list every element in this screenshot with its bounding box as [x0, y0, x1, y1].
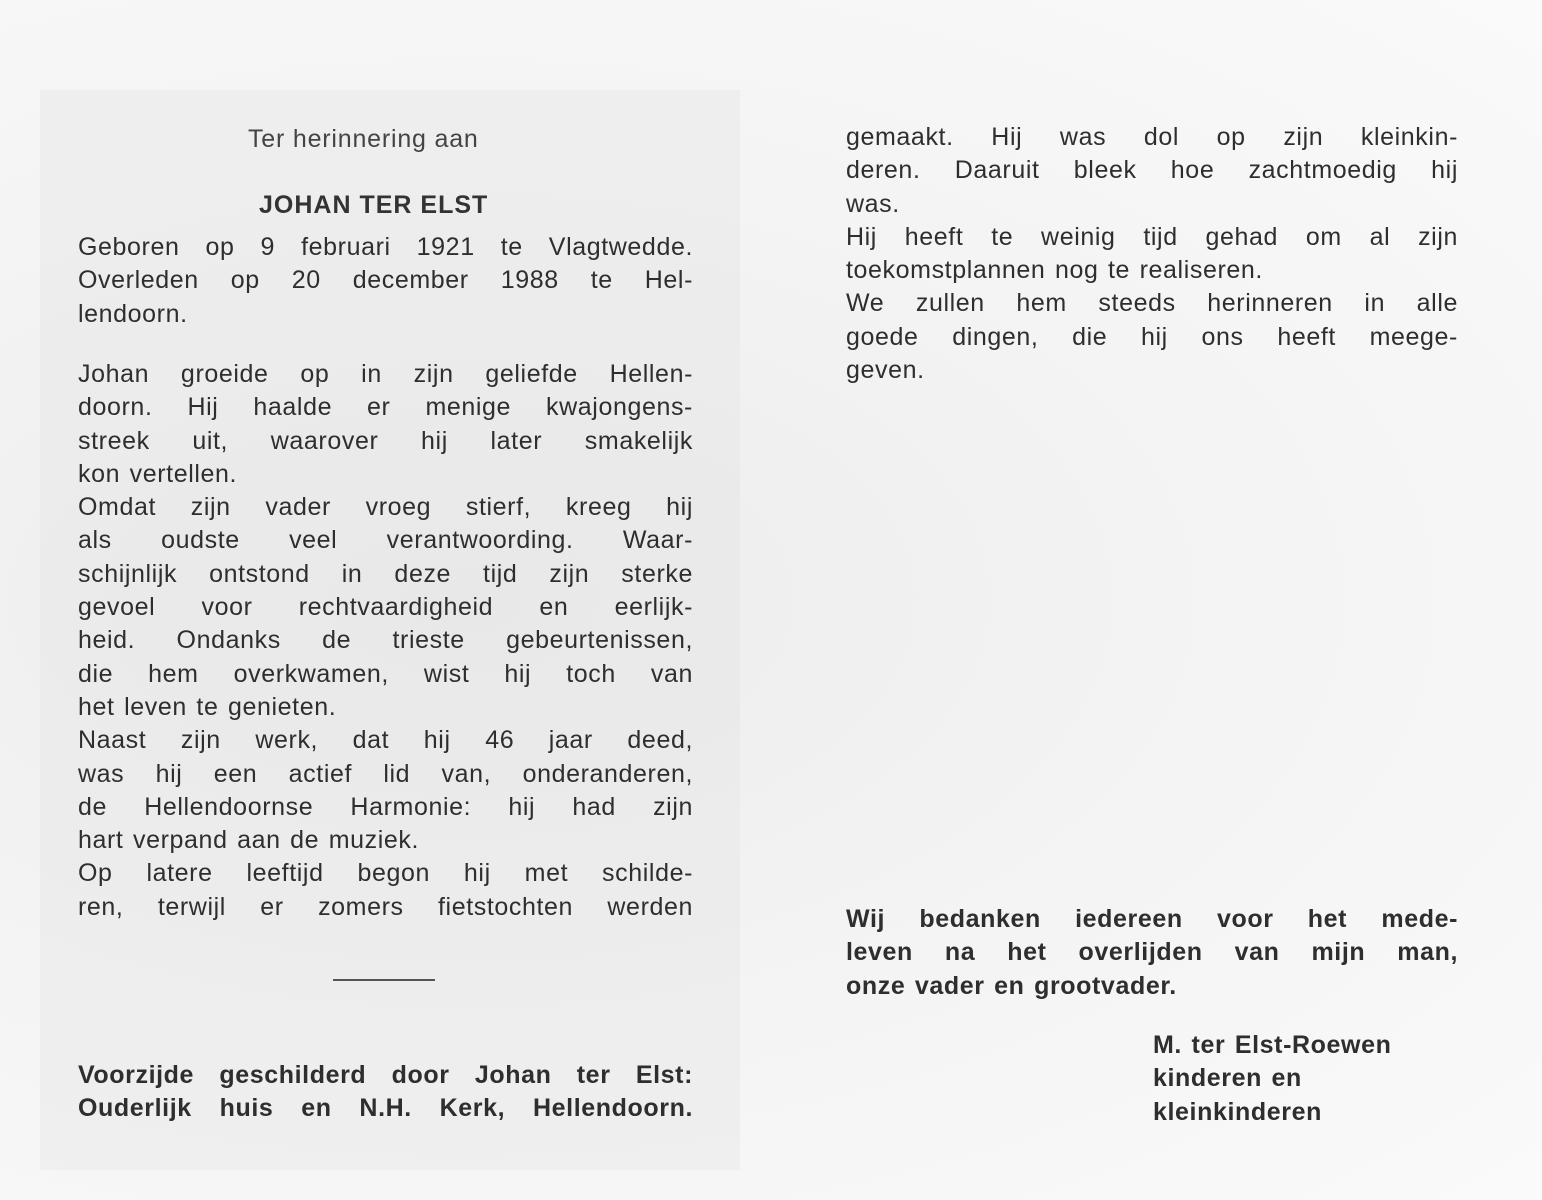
text-line: doorn. Hij haalde er menige kwajongens- [78, 393, 693, 422]
text-line: schijnlijk ontstond in deze tijd zijn sterke [78, 559, 693, 588]
text-line: toekomstplannen nog te realiseren. [846, 256, 1263, 285]
text-line: Wij bedanken iedereen voor het mede- [846, 905, 1458, 933]
text-line: die hem overkwamen, wist hij toch van [78, 659, 693, 688]
text-line: hart verpand aan de muziek. [78, 826, 420, 855]
text-line: kinderen en [1153, 1064, 1302, 1093]
birth-death-dates [78, 231, 693, 331]
text-line: als oudste veel verantwoording. Waar- [78, 526, 693, 555]
text-line: de Hellendoornse Harmonie: hij had zijn [78, 792, 693, 821]
text-line: We zullen hem steeds herinneren in alle [846, 289, 1458, 318]
text-line: Overleden op 20 december 1988 te Hel- [78, 266, 693, 295]
text-line: kleinkinderen [1153, 1097, 1322, 1126]
text-line: Ouderlijk huis en N.H. Kerk, Hellendoorn. [78, 1094, 693, 1123]
text-line: heid. Ondanks de trieste gebeurtenissen, [78, 626, 693, 655]
text-line: onze vader en grootvader. [846, 971, 1177, 1000]
text-line: goede dingen, die hij ons heeft meege- [846, 322, 1458, 351]
painting-credit [78, 1059, 693, 1126]
text-line: ren, terwijl er zomers fietstochten werden [78, 892, 693, 921]
text-line: lendoorn. [78, 299, 188, 328]
text-line: was hij een actief lid van, onderanderen, [78, 759, 693, 788]
text-line: streek uit, waarover hij later smakelijk [78, 426, 693, 455]
text-line: leven na het overlijden van mijn man, [846, 938, 1458, 967]
thanks-text [846, 903, 1458, 1003]
memorial-heading: Ter herinnering aan [248, 125, 479, 153]
text-line: gemaakt. Hij was dol op zijn kleinkin- [846, 123, 1458, 151]
text-line: deren. Daaruit bleek hoe zachtmoedig hij [846, 156, 1458, 185]
biography-text [78, 358, 693, 924]
text-line: Naast zijn werk, dat hij 46 jaar deed, [78, 726, 693, 755]
text-line: geven. [846, 356, 925, 385]
text-line: was. [846, 189, 900, 218]
text-line: gevoel voor rechtvaardigheid en eerlijk- [78, 593, 693, 622]
separator-line [333, 979, 435, 981]
text-line: Geboren op 9 februari 1921 te Vlagtwedde. [78, 233, 693, 261]
biography-continued [846, 121, 1458, 387]
text-line: M. ter Elst-Roewen [1153, 1031, 1392, 1059]
text-line: Voorzijde geschilderd door Johan ter Elst: [78, 1061, 693, 1089]
text-line: Op latere leeftijd begon hij met schilde- [78, 859, 693, 888]
text-line: het leven te genieten. [78, 692, 337, 721]
signature-block [1153, 1029, 1453, 1129]
text-line: Hij heeft te weinig tijd gehad om al zijn [846, 222, 1458, 251]
text-line: Johan groeide op in zijn geliefde Hellen- [78, 360, 693, 388]
text-line: kon vertellen. [78, 459, 238, 488]
text-line: Omdat zijn vader vroeg stierf, kreeg hij [78, 493, 693, 522]
deceased-name: JOHAN TER ELST [259, 191, 489, 219]
